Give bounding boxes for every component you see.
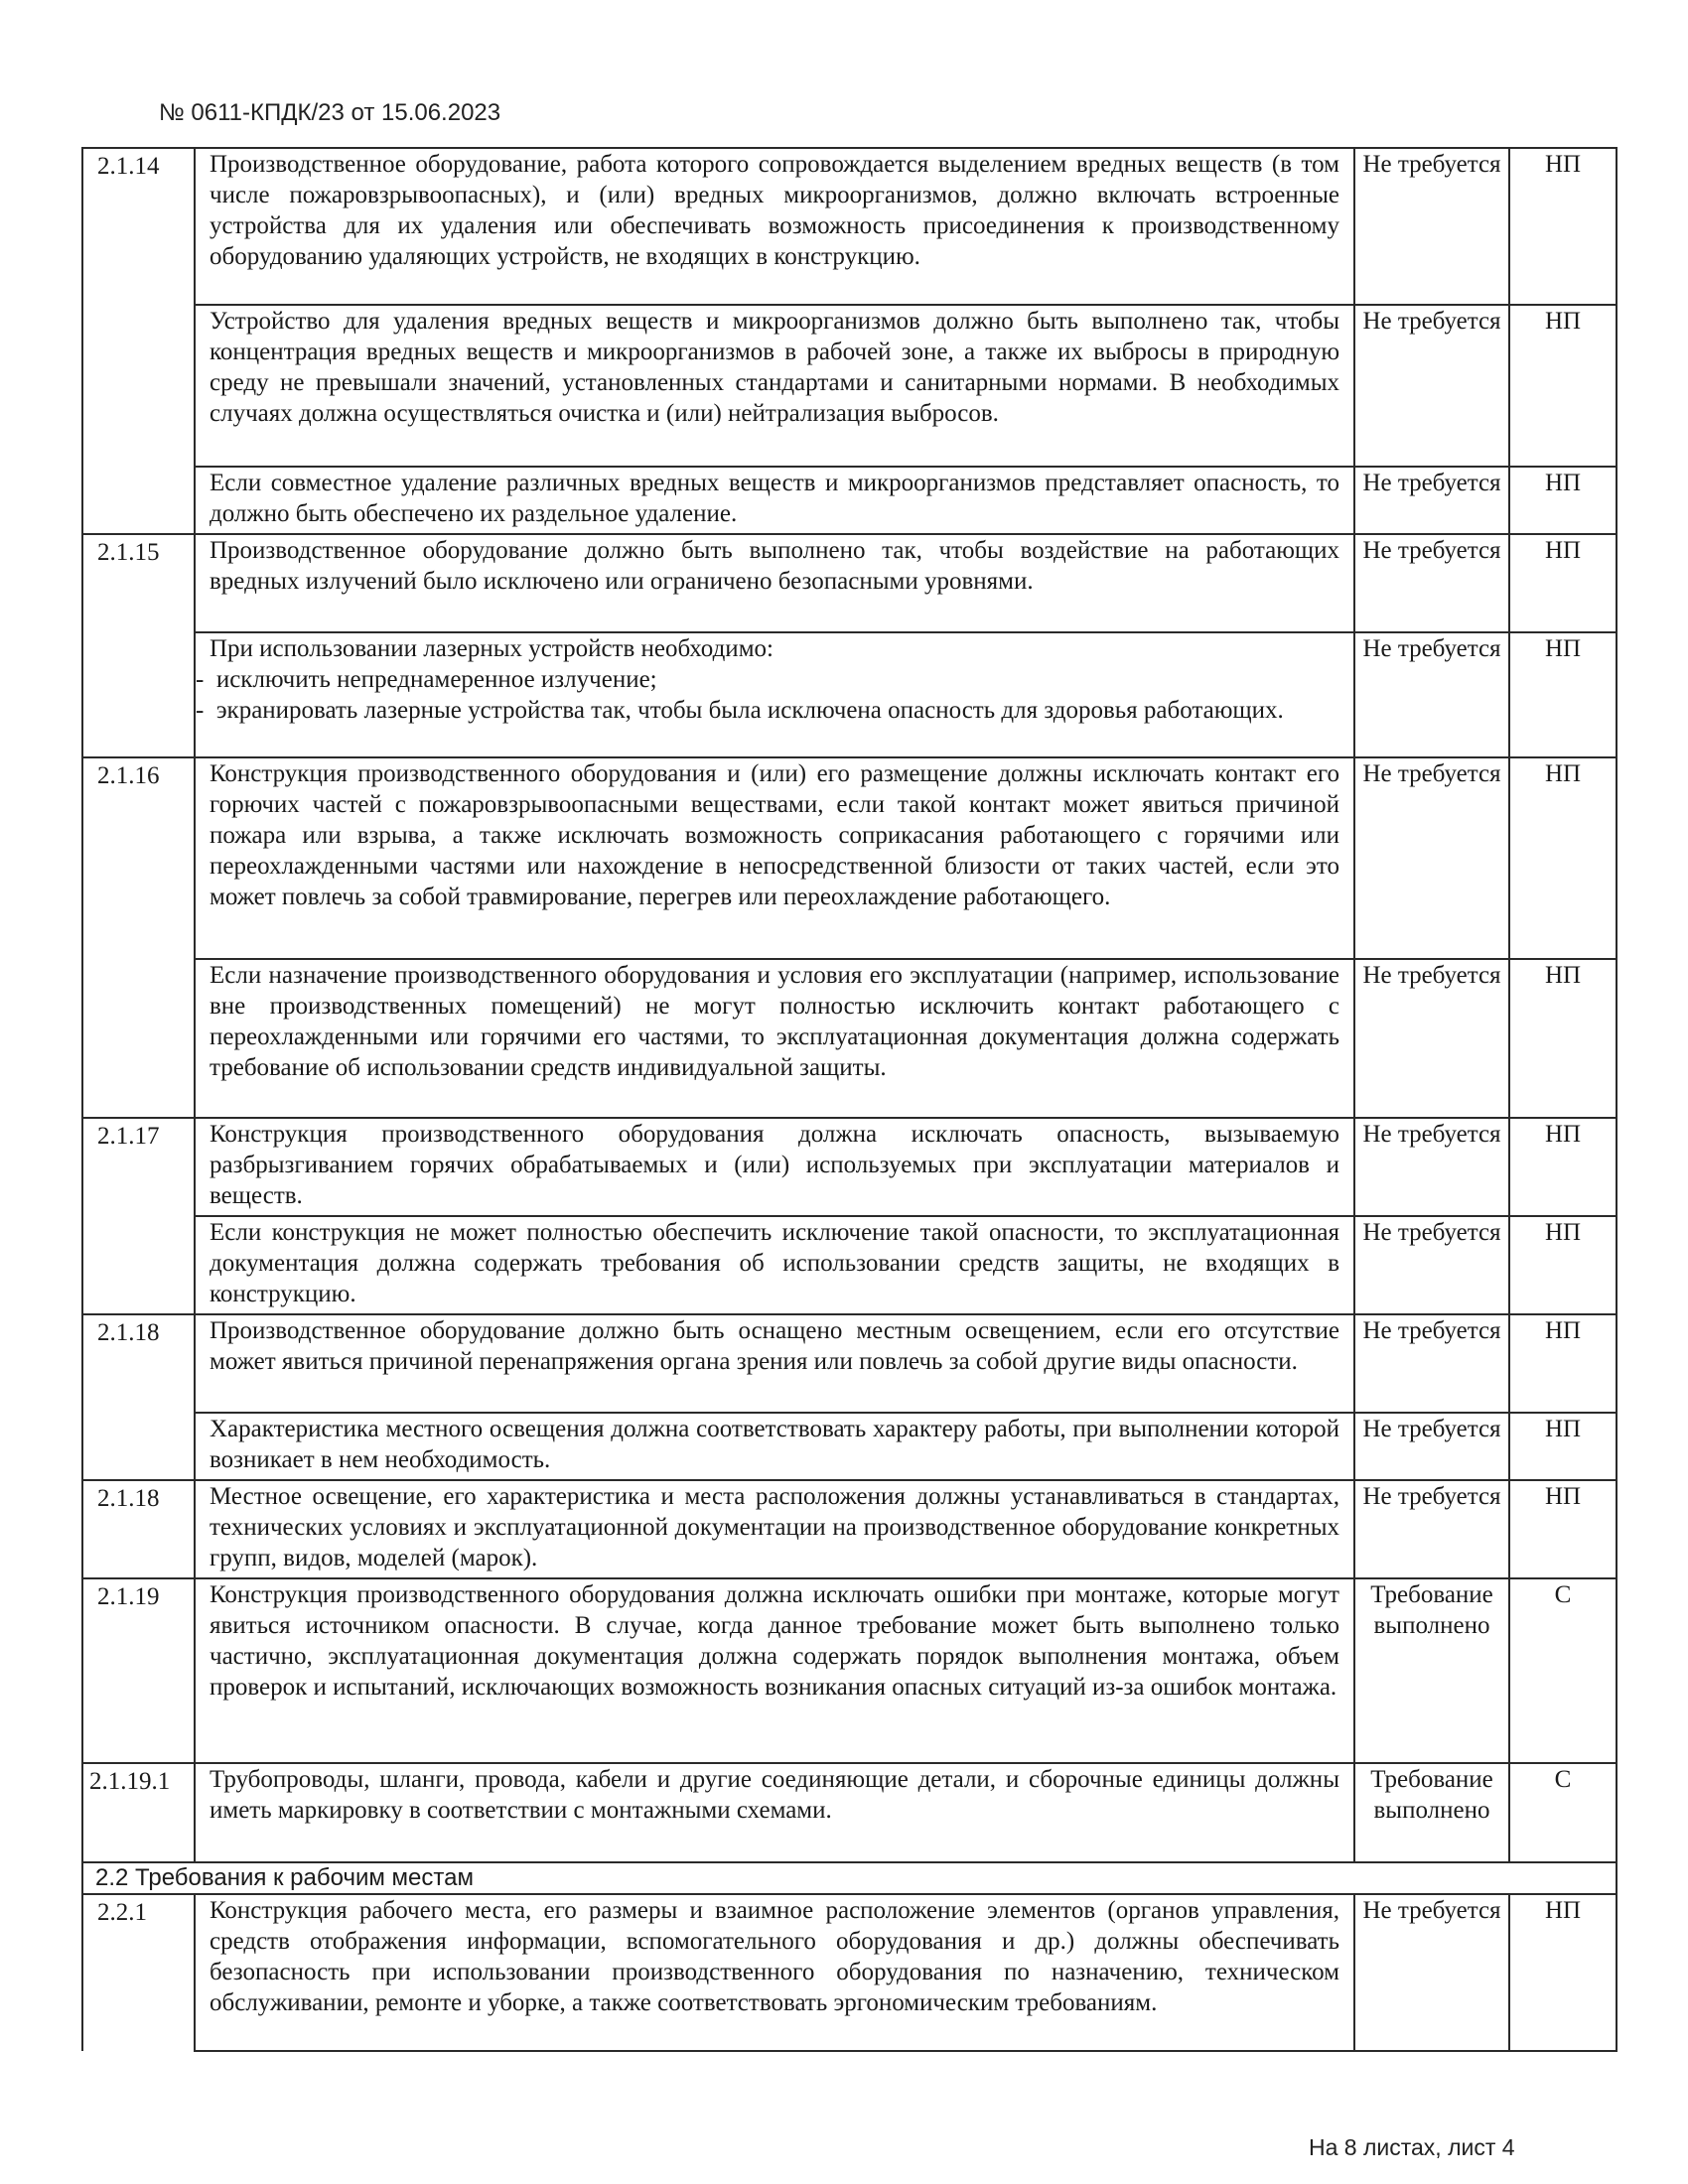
requirement-text: Трубопроводы, шланги, провода, кабели и другие соединяющие детали, и сборочные единицы должны иметь маркировку в соответствии с монтажными схемами. <box>195 1763 1354 1862</box>
clause-number: 2.1.19.1 <box>82 1763 195 1862</box>
requirements-table <box>81 147 1618 2052</box>
list-item: - исключить непреднамеренное излучение; <box>196 666 657 693</box>
clause-number <box>82 1413 195 1480</box>
table-row <box>82 534 1617 632</box>
section-heading-row <box>82 1862 1617 1894</box>
clause-number <box>82 632 195 757</box>
requirement-text: Если конструкция не может полностью обеспечить исключение такой опасности, то эксплуатационная документация должна содержать требования об использовании средств защиты, не входящих в конструкцию. <box>195 1216 1354 1314</box>
page-counter: На 8 листах, лист 4 <box>1309 2134 1515 2160</box>
mark-cell: НП <box>1509 1480 1617 1578</box>
mark-cell: С <box>1509 1578 1617 1763</box>
status-cell: Не требуется <box>1354 534 1509 632</box>
status-cell: Не требуется <box>1354 148 1509 305</box>
status-cell: Не требуется <box>1354 757 1509 959</box>
table-row <box>82 1413 1617 1480</box>
status-cell: Не требуется <box>1354 1216 1509 1314</box>
mark-cell: НП <box>1509 1894 1617 2051</box>
table-row <box>82 1480 1617 1578</box>
document-number: № 0611-КПДК/23 от 15.06.2023 <box>159 99 501 126</box>
table-row <box>82 467 1617 534</box>
clause-number: 2.1.15 <box>82 534 195 632</box>
clause-number: 2.1.14 <box>82 148 195 305</box>
status-cell: Не требуется <box>1354 1413 1509 1480</box>
table-row <box>82 1118 1617 1216</box>
mark-cell: НП <box>1509 148 1617 305</box>
section-heading: 2.2 Требования к рабочим местам <box>82 1862 1617 1894</box>
clause-number: 2.1.19 <box>82 1578 195 1763</box>
table-row <box>82 148 1617 305</box>
table-row <box>82 757 1617 959</box>
table-row <box>82 1763 1617 1862</box>
mark-cell: НП <box>1509 959 1617 1118</box>
mark-cell: НП <box>1509 1118 1617 1216</box>
status-cell: Требование выполнено <box>1354 1578 1509 1763</box>
table-row <box>82 1578 1617 1763</box>
mark-cell: НП <box>1509 1413 1617 1480</box>
clause-number <box>82 959 195 1118</box>
mark-cell: НП <box>1509 1314 1617 1413</box>
requirement-text: Устройство для удаления вредных веществ и микроорганизмов должно быть выполнено так, чтобы концентрация вредных веществ и микроорганизмов в рабочей зоне, а также их выбросы в природную среду не превышали значений, установленных стандартами и санитарными нормами. В необходимых случаях должна осуществляться очистка и (или) нейтрализация выбросов. <box>195 305 1354 467</box>
status-cell: Не требуется <box>1354 1118 1509 1216</box>
clause-number: 2.1.18 <box>82 1480 195 1578</box>
status-cell: Требование выполнено <box>1354 1763 1509 1862</box>
clause-number <box>82 1216 195 1314</box>
table-row <box>82 1314 1617 1413</box>
table-row <box>82 305 1617 467</box>
requirement-text: Местное освещение, его характеристика и места расположения должны устанавливаться в стандартах, технических условиях и эксплуатационной документации на производственное оборудование конкретных групп, видов, моделей (марок). <box>195 1480 1354 1578</box>
mark-cell: НП <box>1509 467 1617 534</box>
table-row <box>82 1894 1617 2051</box>
status-cell: Не требуется <box>1354 959 1509 1118</box>
status-cell: Не требуется <box>1354 467 1509 534</box>
requirement-text <box>195 632 1354 757</box>
list-item: - экранировать лазерные устройства так, чтобы была исключена опасность для здоровья работающих. <box>196 697 1284 724</box>
table-row <box>82 632 1617 757</box>
clause-number <box>82 467 195 534</box>
clause-number: 2.1.18 <box>82 1314 195 1413</box>
table-row <box>82 959 1617 1118</box>
table-row <box>82 1216 1617 1314</box>
mark-cell: НП <box>1509 534 1617 632</box>
mark-cell: НП <box>1509 1216 1617 1314</box>
requirement-text: Производственное оборудование, работа которого сопровождается выделением вредных веществ (в том числе пожаровзрывоопасных), и (или) вредных микроорганизмов, должно включать встроенные устройства для их удаления или обеспечивать возможность присоединения к производственному оборудованию удаляющих устройств, не входящих в конструкцию. <box>195 148 1354 305</box>
status-cell: Не требуется <box>1354 1314 1509 1413</box>
requirement-text: Характеристика местного освещения должна соответствовать характеру работы, при выполнении которой возникает в нем необходимость. <box>195 1413 1354 1480</box>
mark-cell: НП <box>1509 305 1617 467</box>
clause-number: 2.1.17 <box>82 1118 195 1216</box>
requirement-text: Конструкция производственного оборудования должна исключать опасность, вызываемую разбрызгиванием горячих обрабатываемых и (или) используемых при эксплуатации материалов и веществ. <box>195 1118 1354 1216</box>
requirement-text: Конструкция производственного оборудования и (или) его размещение должны исключать контакт его горючих частей с пожаровзрывоопасными веществами, если такой контакт может явиться причиной пожара или взрыва, а также исключать возможность соприкасания работающего с горячими или переохлажденными частями или нахождение в непосредственной близости от таких частей, если это может повлечь за собой травмирование, перегрев или переохлаждение работающего. <box>195 757 1354 959</box>
status-cell: Не требуется <box>1354 1894 1509 2051</box>
status-cell: Не требуется <box>1354 1480 1509 1578</box>
requirement-text: Конструкция рабочего места, его размеры и взаимное расположение элементов (органов управления, средств отображения информации, вспомогательного оборудования и др.) должны обеспечивать безопасность при использовании производственного оборудования по назначению, техническом обслуживании, ремонте и уборке, а также соответствовать эргономическим требованиям. <box>195 1894 1354 2051</box>
requirement-text: Производственное оборудование должно быть выполнено так, чтобы воздействие на работающих вредных излучений было исключено или ограничено безопасными уровнями. <box>195 534 1354 632</box>
mark-cell: НП <box>1509 757 1617 959</box>
clause-number <box>82 305 195 467</box>
requirement-text: Производственное оборудование должно быть оснащено местным освещением, если его отсутствие может явиться причиной перенапряжения органа зрения или повлечь за собой другие виды опасности. <box>195 1314 1354 1413</box>
status-cell: Не требуется <box>1354 305 1509 467</box>
requirement-text: Если совместное удаление различных вредных веществ и микроорганизмов представляет опасность, то должно быть обеспечено их раздельное удаление. <box>195 467 1354 534</box>
requirement-lead: При использовании лазерных устройств необходимо: <box>210 635 774 662</box>
requirement-text: Конструкция производственного оборудования должна исключать ошибки при монтаже, которые могут явиться источником опасности. В случае, когда данное требование может быть выполнено только частично, эксплуатационная документация должна содержать порядок выполнения монтажа, объем проверок и испытаний, исключающих возможность возникания опасных ситуаций из-за ошибок монтажа. <box>195 1578 1354 1763</box>
mark-cell: С <box>1509 1763 1617 1862</box>
clause-number: 2.2.1 <box>82 1894 195 2051</box>
mark-cell: НП <box>1509 632 1617 757</box>
status-cell: Не требуется <box>1354 632 1509 757</box>
clause-number: 2.1.16 <box>82 757 195 959</box>
requirement-text: Если назначение производственного оборудования и условия его эксплуатации (например, использование вне производственных помещений) не могут полностью исключить контакт работающего с переохлажденными или горячими его частями, то эксплуатационная документация должна содержать требование об использовании средств индивидуальной защиты. <box>195 959 1354 1118</box>
